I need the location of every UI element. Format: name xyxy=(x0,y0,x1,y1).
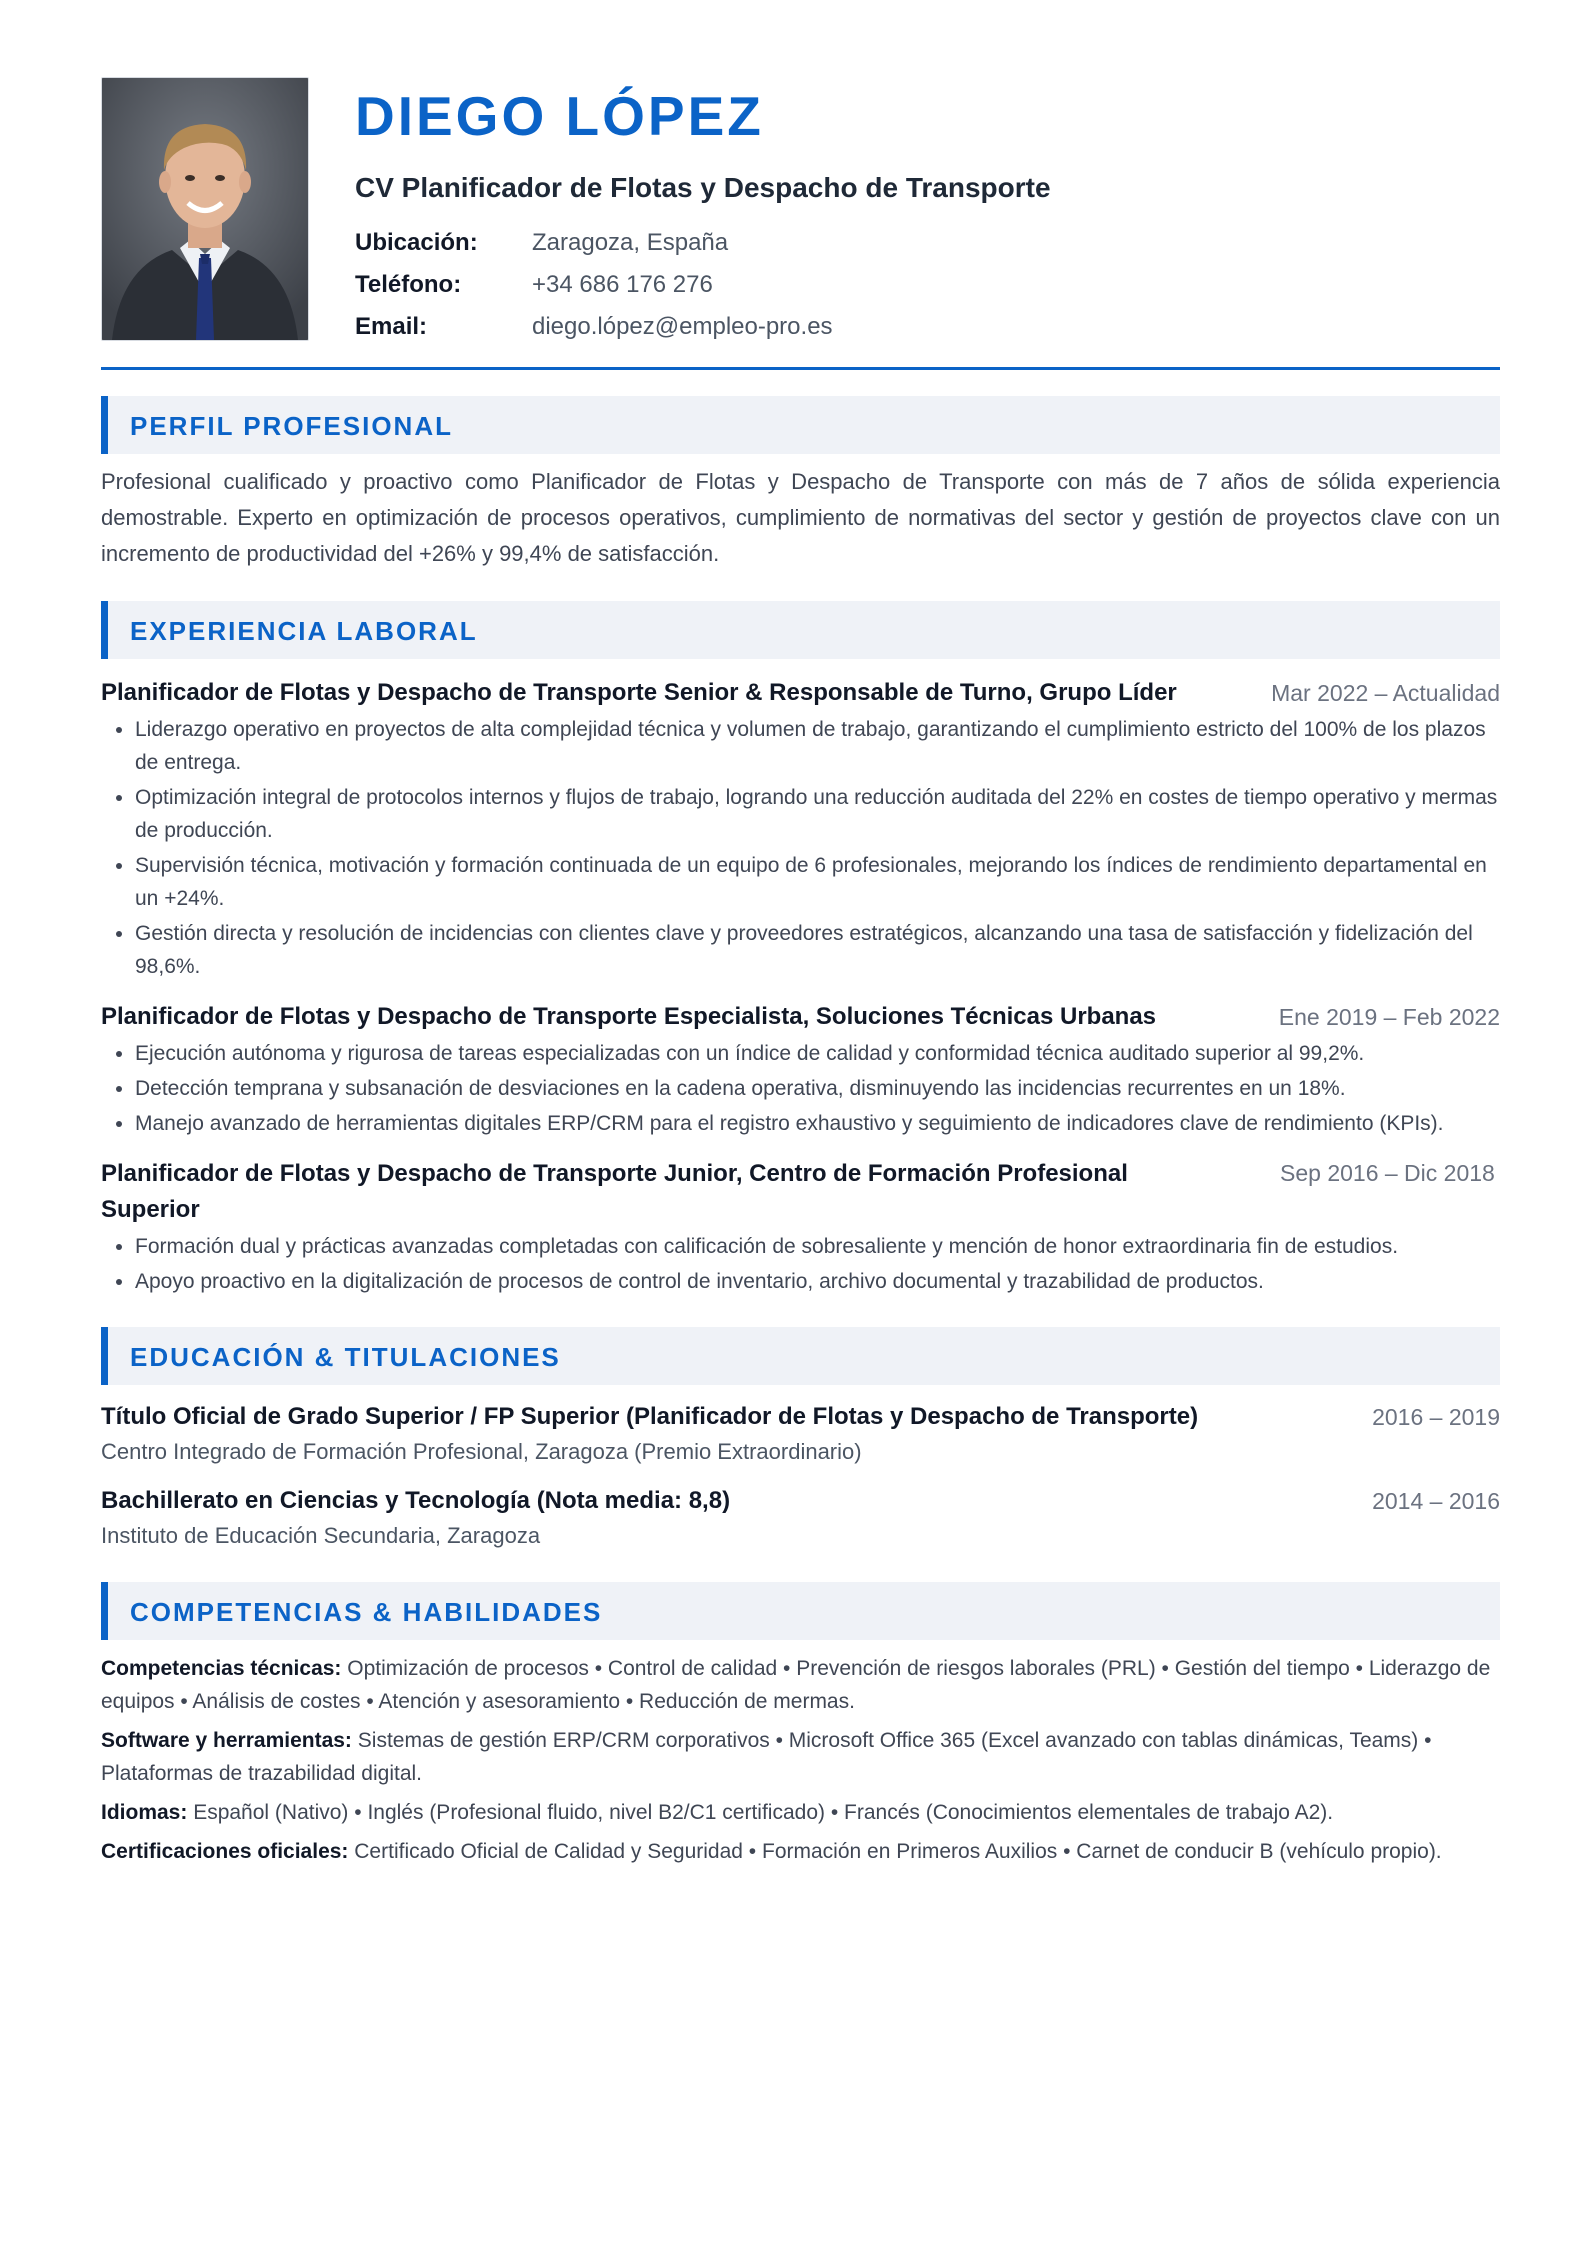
contact-list xyxy=(355,222,1500,348)
profile-summary: Profesional cualificado y proactivo como Planificador de Flotas y Despacho de Transporte con más de 7 años de sólida experiencia demostrable. Experto en optimización de procesos operativos, cumplimiento de normativas del sector y gestión de proyectos clave con un incremento de productividad del +26% y 99,4% de satisfacción. xyxy=(101,469,1500,566)
job-date: Sep 2016 – Dic 2018 xyxy=(1280,1160,1495,1186)
education-header xyxy=(101,1483,1500,1519)
education-header xyxy=(101,1399,1500,1435)
section-title: EDUCACIÓN & TITULACIONES xyxy=(130,1342,561,1372)
section-heading-profile xyxy=(101,396,1500,454)
header-divider xyxy=(101,367,1500,370)
contact-label: Ubicación: xyxy=(355,229,478,256)
section-heading-skills xyxy=(101,1582,1500,1640)
skill-row-technical xyxy=(101,1652,1500,1718)
skill-label: Idiomas: xyxy=(101,1801,194,1824)
education-date: 2016 – 2019 xyxy=(1372,1404,1500,1430)
resume-content xyxy=(101,77,1500,1868)
job-title: Planificador de Flotas y Despacho de Transporte Junior, Centro de Formación Profesional Superior xyxy=(101,1160,1128,1223)
contact-label: Email: xyxy=(355,313,428,340)
job-title: Planificador de Flotas y Despacho de Transporte Senior & Responsable de Turno, Grupo Líder xyxy=(101,679,1177,706)
section-title: PERFIL PROFESIONAL xyxy=(130,411,453,441)
contact-label: Teléfono: xyxy=(355,271,462,298)
contact-row-phone xyxy=(355,264,1500,306)
job-bullets xyxy=(101,1230,1500,1298)
skill-row-software xyxy=(101,1724,1500,1790)
job-bullet: • Detección temprana y subsanación de desviaciones en la cadena operativa, disminuyendo las incidencias recurrentes en un 18%. xyxy=(135,1072,1500,1105)
education-entry xyxy=(101,1399,1500,1469)
section-heading-education xyxy=(101,1327,1500,1385)
education-institution: Centro Integrado de Formación Profesional, Zaragoza (Premio Extraordinario) xyxy=(101,1439,862,1464)
skill-label: Certificaciones oficiales: xyxy=(101,1840,355,1863)
skill-text: Optimización de procesos • Control de calidad • Prevención de riesgos laborales (PRL) • Gestión del tiempo • Liderazgo de equipos • Análisis de costes • Atención y asesoramiento • Reducción de mermas. xyxy=(101,1657,1491,1713)
education-title: Bachillerato en Ciencias y Tecnología (Nota media: 8,8) xyxy=(101,1487,731,1514)
job-header xyxy=(101,999,1500,1035)
section-title: COMPETENCIAS & HABILIDADES xyxy=(130,1597,603,1627)
job-bullets xyxy=(101,713,1500,983)
phone-value: +34 686 176 276 xyxy=(532,271,713,298)
section-heading-experience xyxy=(101,601,1500,659)
education-entry xyxy=(101,1483,1500,1553)
job-bullet: • Apoyo proactivo en la digitalización de procesos de control de inventario, archivo documental y trazabilidad de productos. xyxy=(135,1265,1500,1298)
section-title: EXPERIENCIA LABORAL xyxy=(130,616,478,646)
job-entry xyxy=(101,999,1500,1140)
job-bullet: • Supervisión técnica, motivación y formación continuada de un equipo de 6 profesionales, mejorando los índices de rendimiento departamental en un +24%. xyxy=(135,849,1500,915)
job-title: Planificador de Flotas y Despacho de Transporte Especialista, Soluciones Técnicas Urbanas xyxy=(101,1003,1157,1030)
job-bullet: • Gestión directa y resolución de incidencias con clientes clave y proveedores estratégicos, alcanzando una tasa de satisfacción y fidelización del 98,6%. xyxy=(135,917,1500,983)
skill-label: Competencias técnicas: xyxy=(101,1657,348,1680)
job-bullets xyxy=(101,1037,1500,1140)
contact-row-location xyxy=(355,222,1500,264)
job-header xyxy=(101,1156,1500,1228)
job-bullet: • Formación dual y prácticas avanzadas completadas con calificación de sobresaliente y mención de honor extraordinaria fin de estudios. xyxy=(135,1230,1500,1263)
candidate-name: DIEGO LÓPEZ xyxy=(355,85,764,147)
job-date: Mar 2022 – Actualidad xyxy=(1271,680,1500,706)
skill-label: Software y herramientas: xyxy=(101,1729,358,1752)
contact-row-email xyxy=(355,306,1500,348)
job-bullet: • Manejo avanzado de herramientas digitales ERP/CRM para el registro exhaustivo y seguimiento de indicadores clave de rendimiento (KPIs). xyxy=(135,1107,1500,1140)
education-date: 2014 – 2016 xyxy=(1372,1488,1500,1514)
resume-header xyxy=(101,77,1500,367)
skill-text: Español (Nativo) • Inglés (Profesional fluido, nivel B2/C1 certificado) • Francés (Conocimientos elementales de trabajo A2). xyxy=(193,1801,1334,1824)
job-header xyxy=(101,675,1500,711)
skill-row-certifications xyxy=(101,1835,1500,1868)
skill-text: Sistemas de gestión ERP/CRM corporativos • Microsoft Office 365 (Excel avanzado con tablas dinámicas, Teams) • Plataformas de trazabilidad digital. xyxy=(101,1729,1432,1785)
job-bullet: • Optimización integral de protocolos internos y flujos de trabajo, logrando una reducción auditada del 22% en costes de tiempo operativo y mermas de producción. xyxy=(135,781,1500,847)
email-value[interactable]: diego.lópez@empleo-pro.es xyxy=(532,313,833,340)
job-entry xyxy=(101,675,1500,983)
skill-row-languages xyxy=(101,1796,1500,1829)
job-date: Ene 2019 – Feb 2022 xyxy=(1278,1004,1500,1030)
education-title: Título Oficial de Grado Superior / FP Superior (Planificador de Flotas y Despacho de Transporte) xyxy=(101,1403,1199,1430)
location-value: Zaragoza, España xyxy=(532,229,729,256)
profile-photo xyxy=(101,77,309,341)
education-institution: Instituto de Educación Secundaria, Zaragoza xyxy=(101,1523,541,1548)
cv-subtitle: CV Planificador de Flotas y Despacho de Transporte xyxy=(355,172,1051,203)
job-entry xyxy=(101,1156,1500,1298)
header-info xyxy=(355,77,1500,348)
job-bullet: • Liderazgo operativo en proyectos de alta complejidad técnica y volumen de trabajo, garantizando el cumplimiento estricto del 100% de los plazos de entrega. xyxy=(135,713,1500,779)
skill-text: Certificado Oficial de Calidad y Seguridad • Formación en Primeros Auxilios • Carnet de conducir B (vehículo propio). xyxy=(354,1840,1442,1863)
job-bullet: • Ejecución autónoma y rigurosa de tareas especializadas con un índice de calidad y conformidad técnica auditado superior al 99,2%. xyxy=(135,1037,1500,1070)
